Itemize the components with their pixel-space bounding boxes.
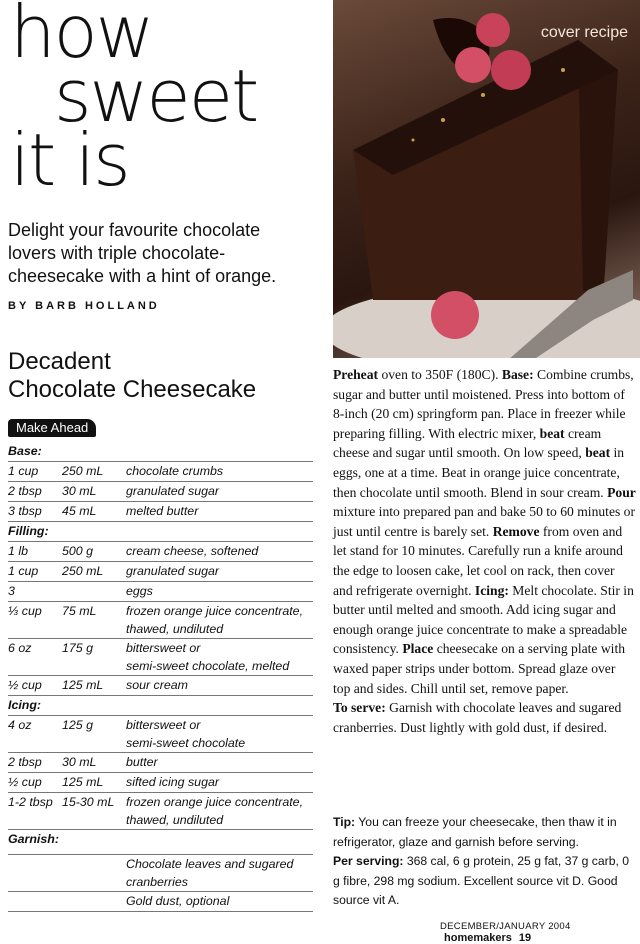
table-row: 2 tbsp 30 mL granulated sugar [8, 482, 313, 502]
byline: BY BARB HOLLAND [8, 300, 160, 312]
recipe-title [8, 348, 308, 404]
page-number: 19 [518, 932, 532, 944]
make-ahead-badge: Make Ahead [8, 419, 96, 437]
table-row: 1 cup 250 mL chocolate crumbs [8, 462, 313, 482]
section-header-icing: Icing: [8, 696, 313, 716]
section-header-filling: Filling: [8, 522, 313, 542]
ingredient-table [8, 442, 313, 912]
headline [10, 0, 310, 202]
table-row: ⅓ cup 75 mL frozen orange juice concentrate, thawed, undiluted [8, 602, 313, 639]
table-row: 2 tbsp 30 mL butter [8, 753, 313, 773]
headline-line-3: it is [10, 118, 129, 202]
magazine-name: homemakers [444, 932, 512, 944]
cheesecake-illustration [333, 0, 640, 358]
table-row: ½ cup 125 mL sour cream [8, 676, 313, 696]
table-row: 3 eggs [8, 582, 313, 602]
cheesecake-photo [333, 0, 640, 358]
table-row: 1 lb 500 g cream cheese, softened [8, 542, 313, 562]
table-row: 1-2 tbsp 15-30 mL frozen orange juice concentrate, thawed, undiluted [8, 793, 313, 830]
page-footer [440, 921, 640, 944]
method-text: Preheat oven to 350F (180C). Base: Combine crumbs, sugar and butter until moistened. Press into bottom of 8-inch (20 cm) springform pan. Place in freezer while preparing filling. With electric mixer, beat cream cheese and sugar until smooth. On low speed, beat in eggs, one at a time. Beat in orange juice concentrate, then chocolate until smooth. Blend in sour cream. Pour mixture into prepared pan and bake 50 to 60 minutes or just until centre is barely set. Remove from oven and let stand for 10 minutes. Carefully run a knife around the edge to loosen cake, let cool on rack, then cover and refrigerate overnight. Icing: Melt chocolate. Stir in butter until melted and smooth. Add icing sugar and enough orange juice concentrate to make a spreadable consistency. Place cheesecake on a serving plate with waxed paper strips under bottom. Spread glaze over top and sides. Chill until set, remove paper. To serve: Garnish with chocolate leaves and sugared cranberries. Dust lightly with gold dust, if desired. [333, 367, 636, 735]
deck-text: Delight your favourite chocolate lovers with triple chocolate-cheesecake with a hint of orange. [8, 220, 277, 286]
section-header-garnish: Garnish: [8, 830, 313, 855]
table-row: 3 tbsp 45 mL melted butter [8, 502, 313, 522]
issue-date: DECEMBER/JANUARY 2004 [440, 921, 571, 932]
headline-line-2: sweet [54, 54, 258, 138]
table-row: 4 oz 125 g bittersweet or semi-sweet chocolate [8, 716, 313, 753]
section-header-base: Base: [8, 442, 313, 462]
tips-and-nutrition: Tip: You can freeze your cheesecake, then thaw it in refrigerator, glaze and garnish before serving. Per serving: 368 cal, 6 g protein, 25 g fat, 37 g carb, 0 g fibre, 298 mg sodium. Excellent source vit D. Good source vit A. [333, 815, 630, 907]
table-row: 1 cup 250 mL granulated sugar [8, 562, 313, 582]
table-row: 6 oz 175 g bittersweet or semi-sweet chocolate, melted [8, 639, 313, 676]
table-row: Chocolate leaves and sugared cranberries [8, 855, 313, 892]
headline-line-1: how [10, 0, 153, 74]
cover-recipe-label: cover recipe [540, 24, 628, 41]
table-row: ½ cup 125 mL sifted icing sugar [8, 773, 313, 793]
table-row: Gold dust, optional [8, 892, 313, 912]
recipe-title-line-2: Chocolate Cheesecake [8, 376, 257, 403]
recipe-title-line-1: Decadent [8, 348, 111, 375]
